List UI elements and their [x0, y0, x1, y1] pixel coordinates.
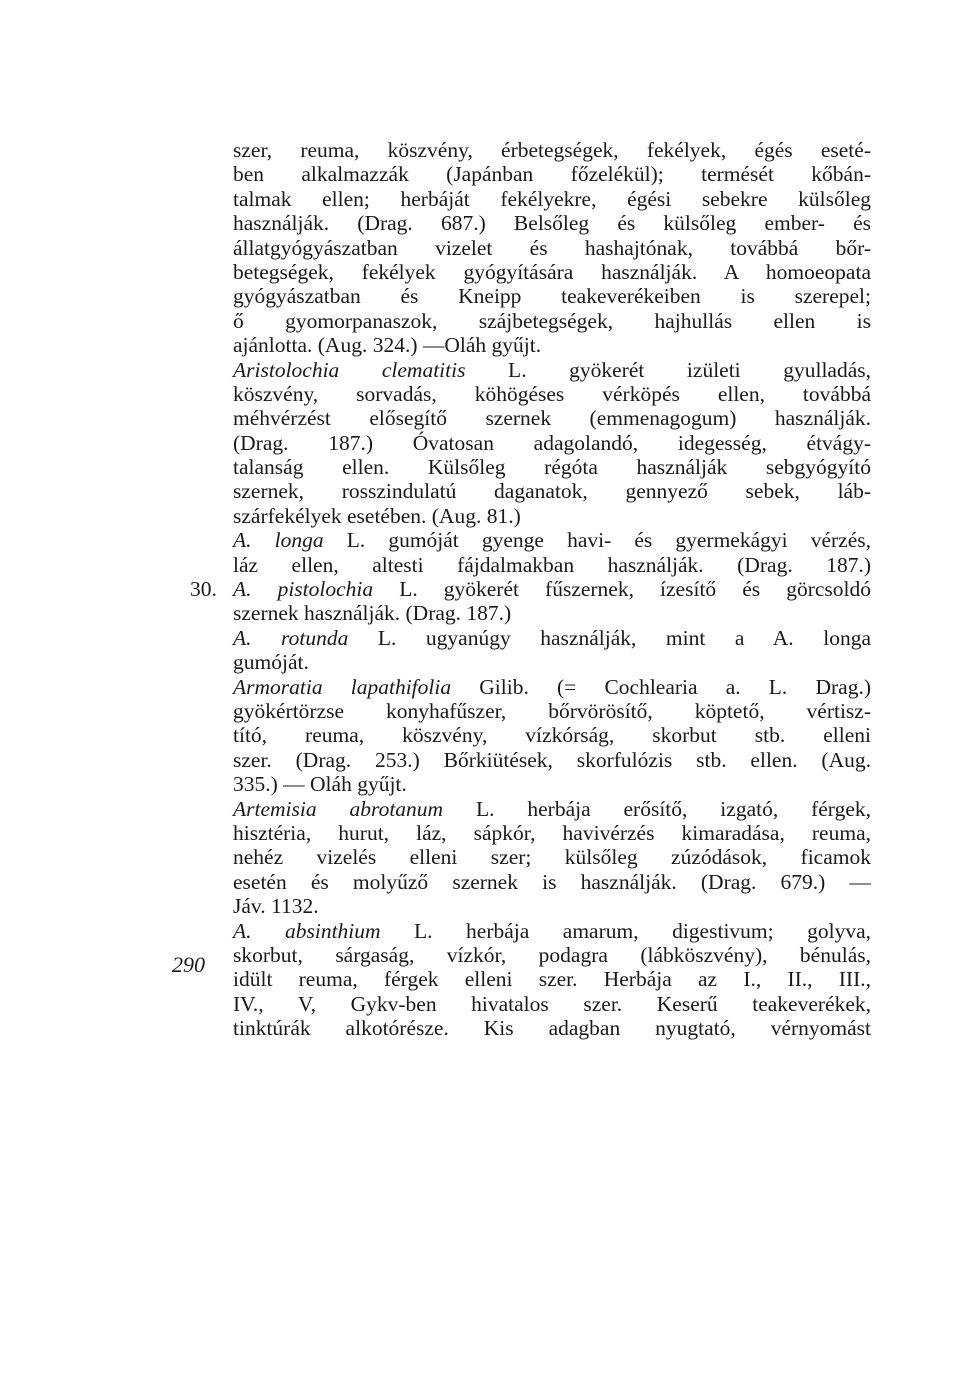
- text-line: [233, 821, 871, 845]
- line-text: szer, reuma, köszvény, érbetegségek, fekélyek, égés eseté-: [233, 138, 871, 162]
- text-line: [233, 675, 871, 699]
- line-text: idült reuma, férgek elleni szer. Herbája az I., II., III.,: [233, 967, 871, 992]
- page-number: 290: [172, 952, 205, 977]
- text-line: [233, 187, 871, 211]
- text-line: [233, 723, 871, 747]
- species-name: A. rotunda: [233, 625, 349, 650]
- line-text: L. gyökerét fűszernek, ízesítő és görcsoldó: [373, 577, 871, 602]
- text-line: [233, 553, 871, 577]
- line-text: gumóját.: [233, 650, 309, 675]
- line-text: L. herbája erősítő, izgató, férgek,: [443, 796, 871, 821]
- text-line: [233, 504, 871, 528]
- line-text: láz ellen, altesti fájdalmakban használják. (Drag. 187.): [233, 552, 871, 577]
- text-line: [233, 479, 871, 503]
- text-line: [233, 260, 871, 284]
- line-text: ajánlotta. (Aug. 324.) —Oláh gyűjt.: [233, 333, 542, 358]
- line-text: (Drag. 187.) Óvatosan adagolandó, idegesség, étvágy-: [233, 430, 871, 455]
- text-line: [233, 309, 871, 333]
- line-text: tító, reuma, köszvény, vízkórság, skorbut stb. elleni: [233, 723, 871, 748]
- line-text: szárfekélyek esetében. (Aug. 81.): [233, 503, 521, 528]
- text-line: [233, 772, 871, 796]
- text-line: [233, 333, 871, 357]
- text-line: [233, 626, 871, 650]
- line-text: gyógyászatban és Kneipp teakeverékeiben is szerepel;: [233, 284, 871, 309]
- line-text: nehéz vizelés elleni szer; külsőleg zúzódások, ficamok: [233, 845, 871, 870]
- text-line: [233, 845, 871, 869]
- text-line: [233, 382, 871, 406]
- line-text: szer. (Drag. 253.) Bőrkiütések, skorfulózis stb. ellen. (Aug.: [233, 747, 871, 772]
- line-text: ben alkalmazzák (Japánban főzelékül); termését kőbán-: [233, 162, 871, 187]
- line-text: ő gyomorpanaszok, szájbetegségek, hajhullás ellen is: [233, 308, 871, 333]
- text-line: [233, 870, 871, 894]
- text-line: [233, 699, 871, 723]
- line-text: L. gumóját gyenge havi- és gyermekágyi vérzés,: [323, 528, 872, 553]
- text-line: [233, 919, 871, 943]
- text-line: [233, 992, 871, 1016]
- line-text: hisztéria, hurut, láz, sápkór, havivérzés kimaradása, reuma,: [233, 820, 871, 845]
- species-name: A. longa: [233, 528, 324, 553]
- line-text: szernek, rosszindulatú daganatok, gennyező sebek, láb-: [233, 479, 871, 504]
- line-text: gyökértörzse konyhafűszer, bőrvörösítő, köptető, vértisz-: [233, 698, 871, 723]
- line-text: L. herbája amarum, digestivum; golyva,: [380, 918, 871, 943]
- text-line: [233, 455, 871, 479]
- text-column: [233, 138, 871, 1040]
- text-line: [233, 138, 871, 162]
- species-name: A. pistolochia: [233, 577, 374, 602]
- text-line: [233, 943, 871, 967]
- text-line: [233, 236, 871, 260]
- text-line: [233, 577, 871, 601]
- text-line: [233, 211, 871, 235]
- line-text: talmak ellen; herbáját fekélyekre, égési sebekre külsőleg: [233, 186, 871, 211]
- species-name: Armoratia lapathifolia: [233, 674, 452, 699]
- entry-number: 30.: [190, 577, 217, 601]
- text-line: [233, 601, 871, 625]
- species-name: Artemisia abrotanum: [233, 796, 444, 821]
- line-text: talanság ellen. Külsőleg régóta használják sebgyógyító: [233, 455, 871, 480]
- line-text: L. gyökerét izületi gyulladás,: [465, 357, 872, 382]
- text-line: [233, 162, 871, 186]
- line-text: betegségek, fekélyek gyógyítására használják. A homoeopata: [233, 259, 871, 284]
- line-text: tinktúrák alkotórésze. Kis adagban nyugtató, vérnyomást: [233, 1016, 871, 1041]
- line-text: szernek használják. (Drag. 187.): [233, 601, 512, 626]
- line-text: állatgyógyászatban vizelet és hashajtónak, továbbá bőr-: [233, 235, 871, 260]
- text-line: [233, 650, 871, 674]
- text-line: [233, 528, 871, 552]
- text-line: [233, 894, 871, 918]
- line-text: Jáv. 1132.: [233, 894, 319, 919]
- text-line: [233, 284, 871, 308]
- text-line: [233, 748, 871, 772]
- text-line: [233, 1016, 871, 1040]
- text-line: [233, 431, 871, 455]
- line-text: köszvény, sorvadás, köhögéses vérköpés ellen, továbbá: [233, 381, 871, 406]
- species-name: A. absinthium: [233, 918, 381, 943]
- line-text: használják. (Drag. 687.) Belsőleg és külsőleg ember- és: [233, 211, 871, 236]
- line-text: Gilib. (= Cochlearia a. L. Drag.): [451, 674, 871, 699]
- line-text: skorbut, sárgaság, vízkór, podagra (lábköszvény), bénulás,: [233, 942, 871, 967]
- text-line: [233, 406, 871, 430]
- text-line: [233, 797, 871, 821]
- species-name: Aristolochia clematitis: [233, 357, 466, 382]
- text-line: [233, 967, 871, 991]
- line-text: esetén és molyűző szernek is használják. (Drag. 679.) —: [233, 869, 871, 894]
- line-text: 335.) — Oláh gyűjt.: [233, 772, 407, 797]
- line-text: méhvérzést elősegítő szernek (emmenagogum) használják.: [233, 406, 871, 431]
- text-line: [233, 358, 871, 382]
- line-text: L. ugyanúgy használják, mint a A. longa: [348, 625, 871, 650]
- line-text: IV., V, Gykv-ben hivatalos szer. Keserű teakeverékek,: [233, 991, 871, 1016]
